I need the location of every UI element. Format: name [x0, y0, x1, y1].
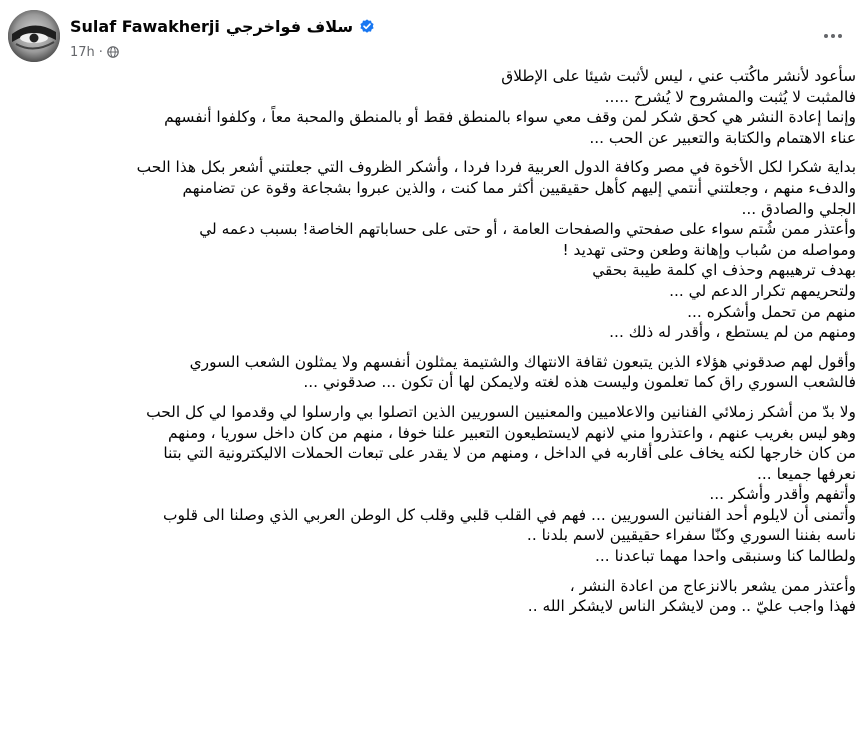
post-line: وهو ليس بغريب عنهم ، واعتذروا مني لانهم لايستطيعون التعبير علنا خوفا ، منهم من كان داخل سوريا ، ومنهم: [168, 423, 856, 442]
post-line: وإنما إعادة النشر هي كحق شكر لمن وقف معي سواء بالمنطق فقط أو بالمنطق والمحبة معاً ، وكلفوا أنفسهم: [164, 108, 856, 127]
post-timestamp[interactable]: 17h: [70, 44, 95, 60]
post-line: ومنهم من لم يستطع ، وأقدر له ذلك ...: [609, 323, 856, 342]
author-name-ar[interactable]: سلاف فواخرجي: [225, 16, 354, 36]
post-line: الجلي والصادق ...: [741, 199, 856, 218]
dot: [831, 34, 835, 38]
post-paragraph: [0, 402, 856, 567]
post-text: [0, 66, 856, 626]
post-paragraph: [0, 352, 856, 393]
post-line: ولا بدّ من أشكر زملائي الفنانين والاعلاميين والمعنيين السوريين الذين اتصلوا بي وارسلوا لي وقدموا لي كل الحب: [146, 402, 856, 421]
post-line: فهذا واجب عليّ .. ومن لايشكر الناس لايشكر الله ..: [527, 597, 856, 616]
post-line: وأقول لهم صدقوني هؤلاء الذين يتبعون ثقافة الانتهاك والشتيمة يمثلون أنفسهم ولا يمثلون الشعب السوري: [189, 352, 856, 371]
post-line: والدفء منهم ، وجعلتني أنتمي إليهم كأهل حقيقيين أكثر مما كنت ، والذين عبروا بشجاعة وقوة عن تضامنهم: [182, 178, 856, 197]
globe-icon[interactable]: [107, 46, 119, 58]
post-line: من كان خارجها لكنه يخاف على أقاربه في الداخل ، ومنهم من لا يقدر على تبعات الحملات الاليكترونية التي بتنا: [163, 444, 856, 463]
post-line: منهم من تحمل وأشكره ...: [687, 302, 856, 321]
post-line: بداية شكرا لكل الأخوة في مصر وكافة الدول العربية فردا فردا ، وأشكر الظروف التي جعلتني أشعر بكل هذا الحب: [136, 158, 856, 177]
post-line: وأتفهم وأقدر وأشكر ...: [709, 485, 856, 504]
avatar-photo: [8, 10, 60, 62]
post-line: بهدف ترهيبهم وحذف اي كلمة طيبة بحقي: [592, 261, 856, 280]
dot: [824, 34, 828, 38]
author-name-row: [70, 14, 375, 38]
post-line: وأعتذر ممن شُتم سواء على صفحتي والصفحات العامة ، أو حتى على حساباتهم الخاصة! بسبب دعمه لي: [199, 220, 856, 239]
post-line: ومواصله من سُباب وإهانة وطعن وحتى تهديد !: [562, 240, 856, 259]
avatar[interactable]: [8, 10, 60, 62]
post-paragraph: [0, 66, 856, 148]
post-line: ناسه بفننا السوري وكنّا سفراء حقيقيين لاسم بلدنا ..: [526, 526, 856, 545]
post-paragraph: [0, 157, 856, 342]
post-line: ولطالما كنا وسنبقى واحدا مهما تباعدنا ...: [595, 547, 856, 566]
post-line: سأعود لأنشر ماكُتب عني ، ليس لأثبت شيئا على الإطلاق: [501, 67, 856, 85]
more-dots-icon[interactable]: [818, 24, 848, 48]
post-header: [0, 0, 866, 70]
post-meta: [70, 42, 119, 62]
meta-separator: ·: [98, 44, 103, 60]
post-line: فالمثبت لا يُثبت والمشروح لا يُشرح .....: [604, 87, 856, 106]
post-line: عناء الاهتمام والكتابة والتعبير عن الحب ...: [589, 128, 856, 147]
post-line: وأتمنى أن لايلوم أحد الفنانين السوريين ... فهم في القلب قلبي وقلب كل الوطن العربي الذي وصلنا الى قلوب: [163, 505, 856, 524]
author-name-en[interactable]: Sulaf Fawakherji: [70, 16, 220, 36]
post-line: ولتحريمهم تكرار الدعم لي ...: [669, 281, 856, 300]
post-line: وأعتذر ممن يشعر بالانزعاج من اعادة النشر ،: [569, 576, 856, 595]
post-line: فالشعب السوري راق كما تعلمون وليست هذه لغته ولايمكن لها أن تكون ... صدقوني ...: [303, 373, 856, 392]
dot: [838, 34, 842, 38]
post-line: نعرفها جميعا ...: [757, 464, 856, 483]
post-paragraph: [0, 576, 856, 617]
verified-badge-icon: [359, 18, 375, 34]
